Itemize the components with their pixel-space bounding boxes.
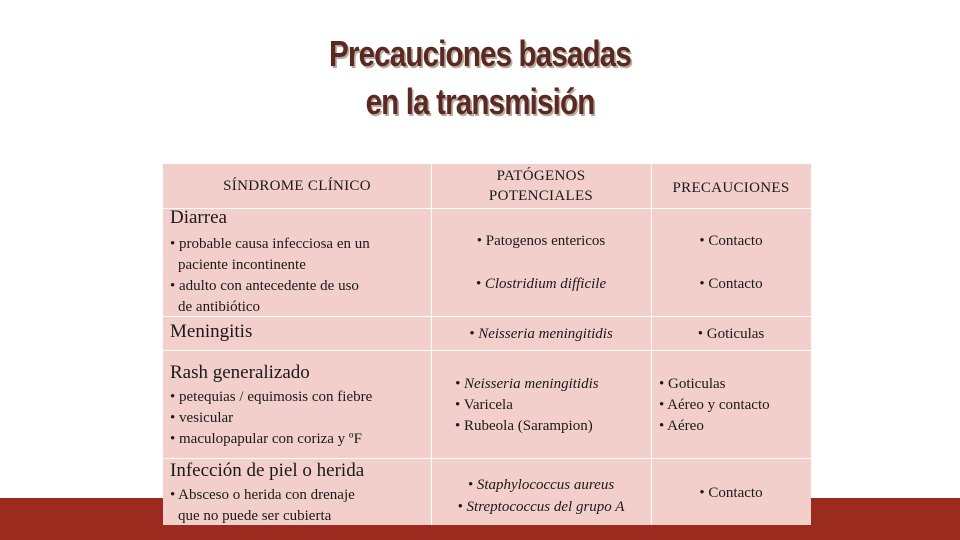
diarrea-criteria (170, 234, 428, 318)
transmission-precautions-table (163, 164, 811, 525)
piel-item-1: • Absceso o herida con drenaje (170, 487, 355, 503)
row-divider (163, 458, 811, 459)
piel-precaution: • Contacto (699, 485, 763, 501)
slide-title-line-1: Precauciones basadas (329, 33, 631, 74)
rash-item-3: • maculopapular con coriza y ºF (170, 431, 362, 447)
diarrea-title: Diarrea (170, 207, 227, 228)
header-patogenos-line-1: PATÓGENOS (496, 168, 586, 184)
slide-title-line-2: en la transmisión (365, 81, 595, 122)
rash-item-2: • vesicular (170, 410, 234, 426)
rash-precaution-2: • Aéreo y contacto (659, 397, 770, 413)
piel-title: Infección de piel o herida (170, 460, 365, 481)
piel-pathogens (431, 474, 651, 518)
diarrea-item-1-cont: paciente incontinente (178, 257, 306, 273)
rash-pathogen-1: • Neisseria meningitidis (455, 376, 599, 392)
header-patogenos-line-2: POTENCIALES (488, 188, 594, 204)
rash-pathogens (455, 374, 651, 437)
column-divider (651, 164, 652, 525)
rash-precaution-1: • Goticulas (659, 376, 726, 392)
diarrea-item-1: • probable causa infecciosa en un (170, 236, 370, 252)
diarrea-pathogen-2: • Clostridium difficile (475, 276, 607, 292)
diarrea-item-2: • adulto con antecedente de uso (170, 278, 359, 294)
slide-title (86, 30, 873, 126)
piel-pathogen-2: • Streptococcus del grupo A (457, 499, 625, 515)
rash-precaution-3: • Aéreo (659, 418, 704, 434)
rash-title: Rash generalizado (170, 362, 310, 383)
header-precauciones: PRECAUCIONES (672, 180, 790, 196)
row-divider (431, 208, 811, 209)
diarrea-item-2-cont: de antibiótico (178, 299, 261, 315)
meningitis-title: Meningitis (170, 321, 253, 342)
rash-pathogen-2: • Varicela (455, 397, 513, 413)
rash-precautions (659, 374, 811, 437)
diarrea-precaution-2: • Contacto (699, 276, 763, 292)
meningitis-pathogen: • Neisseria meningitidis (469, 326, 613, 342)
piel-criteria (170, 485, 428, 527)
diarrea-precaution-1: • Contacto (699, 233, 763, 249)
header-sindrome-clinico: SÍNDROME CLÍNICO (223, 178, 371, 194)
piel-pathogen-1: • Staphylococcus aureus (467, 477, 615, 493)
rash-item-1: • petequias / equimosis con fiebre (170, 389, 373, 405)
rash-criteria (170, 387, 428, 450)
column-divider (431, 164, 432, 525)
rash-pathogen-3: • Rubeola (Sarampion) (455, 418, 593, 434)
header-patogenos-potenciales (431, 166, 651, 206)
row-divider (163, 350, 811, 351)
piel-item-1-cont: que no puede ser cubierta (178, 508, 332, 524)
diarrea-pathogen-1: • Patogenos entericos (476, 233, 606, 249)
meningitis-precaution: • Goticulas (697, 326, 765, 342)
